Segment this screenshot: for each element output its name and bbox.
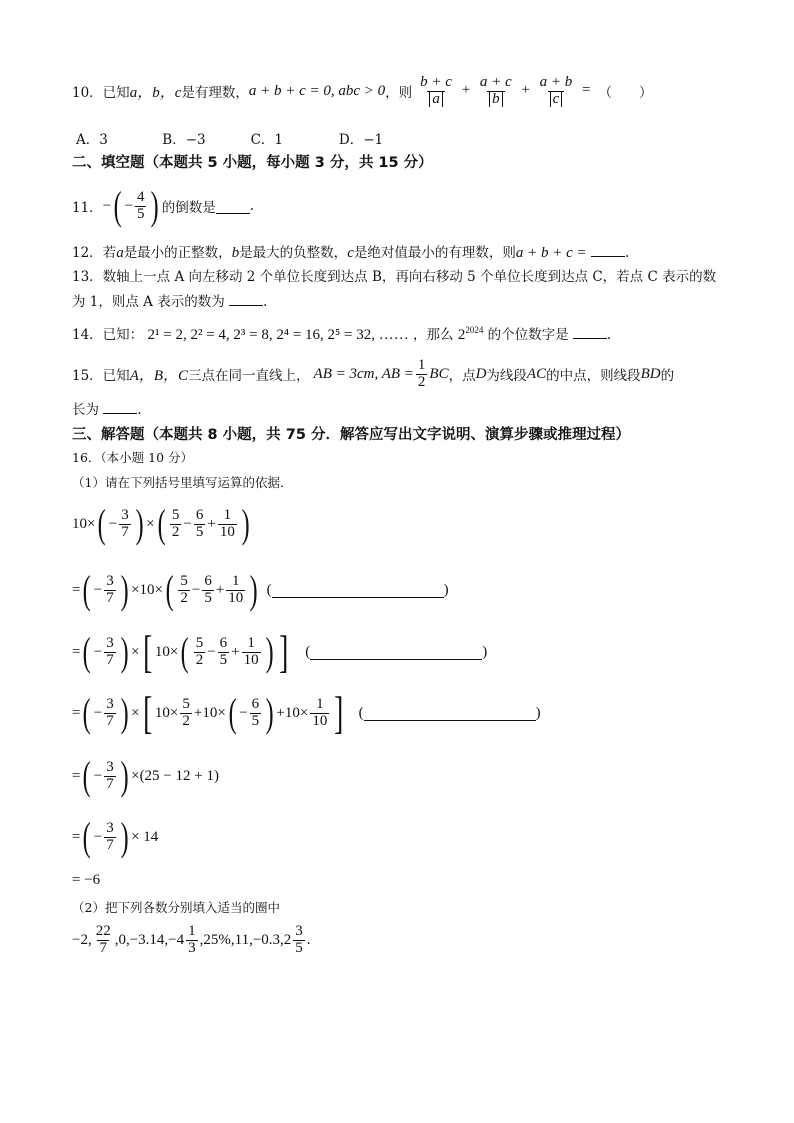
q15-end: . xyxy=(137,402,142,418)
q10-line xyxy=(72,66,653,116)
q12-end: . xyxy=(624,245,630,261)
q10-option-d[interactable]: D．−1 xyxy=(338,132,384,148)
q11-tail: 的倒数是 xyxy=(161,200,216,216)
q14-end: . xyxy=(606,327,612,343)
q14-num: 14．已知： xyxy=(72,327,144,343)
section2-title: 二、填空题（本题共 5 小题，每小题 3 分，共 15 分） xyxy=(72,155,433,171)
q16-step4: = ( − $\frac{3}{7}$ ) × (25 − 12 + 1) xyxy=(72,753,219,798)
q16-step2: = ( − $\frac{3}{7}$ ) × [ 10× ( $\frac{5}{2}$ − $\frac{6}{5}$ + $\frac{1}{10}$ ) ] ( ) xyxy=(72,626,488,677)
q16-number-list: −2, $\frac{22}{7}$ ,0,−3.14,−4 $\frac{1}{3}$ ,25%,11,−0.3,2 $\frac{3}{5}$ . xyxy=(72,922,311,956)
q16-reason-blank-2[interactable] xyxy=(310,645,482,660)
q15-line2: 长为 xyxy=(72,402,99,418)
q13-answer-blank[interactable] xyxy=(229,291,263,306)
q16-step1: = ( − $\frac{3}{7}$ ) ×10× ( $\frac{5}{2}$ − $\frac{6}{5}$ + $\frac{1}{10}$ ) ( ) xyxy=(72,567,449,612)
q16-head: 16．（本小题 10 分） xyxy=(72,450,194,465)
q10-text2: ，则 xyxy=(385,85,413,101)
q15-text1: 三点在同一直线上， xyxy=(188,368,310,384)
q15-line2-wrap xyxy=(72,398,142,418)
q15-text2: ，点 xyxy=(448,368,476,384)
q16-reason-blank-3[interactable] xyxy=(364,706,536,721)
q16-step5-tail: × 14 xyxy=(131,828,159,845)
q10-text1: 是有理数， xyxy=(181,85,249,101)
q15-text5: 的 xyxy=(660,368,675,384)
q15-points: A，B，C xyxy=(129,367,189,384)
q14-tail: 的个位数字是 xyxy=(487,327,569,343)
q16-step3: = ( − $\frac{3}{7}$ ) × [ 10× $\frac{5}{2}$ +10× ( − $\frac{6}{5}$ ) +10× $\frac{1}{10}$ ] ( ) xyxy=(72,687,541,738)
q10-options xyxy=(76,128,383,148)
q15-text4: 的中点，则线段 xyxy=(546,368,641,384)
q16-step0: 10× ( − $\frac{3}{7}$ ) × ( $\frac{5}{2}$ − $\frac{6}{5}$ + $\frac{1}{10}$ ) xyxy=(72,501,250,546)
q14-mid: ，那么 xyxy=(413,327,454,343)
q16-part1: （1）请在下列括号里填写运算的依据． xyxy=(72,475,293,490)
q11-expression: − ( − $\frac{4}{5}$ ) xyxy=(102,183,160,228)
q15-half: $\frac{1}{2}$ xyxy=(417,356,426,390)
q11-num: 11． xyxy=(72,200,103,216)
q12-var-b: b xyxy=(231,245,240,261)
q12-expr: a + b + c = xyxy=(515,245,587,261)
q16-step6: = −6 xyxy=(72,872,101,888)
q10-cond: a + b + c = 0, abc > 0 xyxy=(248,82,386,99)
q14-power: $2^{2024}$ xyxy=(457,325,484,343)
q11-answer-blank[interactable] xyxy=(216,199,250,214)
q10-prefix: 10．已知 xyxy=(72,85,130,101)
q10-option-a[interactable]: A．3 xyxy=(76,132,108,148)
q12-text3: 是绝对值最小的有理数，则 xyxy=(353,245,516,261)
q15-line1 xyxy=(72,352,674,396)
q12-num: 12．若 xyxy=(72,245,117,261)
q13-line2-wrap xyxy=(72,290,267,310)
q15-d: D xyxy=(475,365,487,382)
q16-step5: = ( − $\frac{3}{7}$ ) × 14 xyxy=(72,814,159,859)
q12-var-c: c xyxy=(347,245,354,261)
q15-bd: BD xyxy=(640,365,661,382)
q13-end: . xyxy=(263,294,268,310)
q11-line xyxy=(72,184,254,228)
q12-text1: 是最小的正整数， xyxy=(123,245,232,261)
q16-part2: （2）把下列各数分别填入适当的圈中 xyxy=(72,900,280,915)
q15-num: 15．已知 xyxy=(72,368,130,384)
q16-step4-tail: (25 − 12 + 1) xyxy=(139,767,219,784)
q10-option-c[interactable]: C．1 xyxy=(250,132,284,148)
q10-answer-blank[interactable]: （ ） xyxy=(598,85,653,101)
q12-text2: 是最大的负整数， xyxy=(239,245,348,261)
q11-end: . xyxy=(249,198,255,214)
q15-cond: AB = 3cm, AB = xyxy=(313,365,414,382)
q12-line xyxy=(72,241,629,262)
q13-line2: 为 1，则点 A 表示的数为 xyxy=(72,294,225,310)
q14-exponent: 2024 xyxy=(465,325,484,335)
q14-seq: 2¹ = 2, 2² = 4, 2³ = 8, 2⁴ = 16, 2⁵ = 32, …… xyxy=(147,327,409,343)
q10-expression: $\frac{b + c}{a}$ + $\frac{a + c}{b}$ + $\frac{a + b}{c}$ = xyxy=(420,73,591,107)
q15-ac: AC xyxy=(526,365,547,382)
q12-var-a: a xyxy=(116,245,124,261)
q12-answer-blank[interactable] xyxy=(591,242,625,257)
q15-bc: BC xyxy=(429,365,449,382)
q16-reason-blank-1[interactable] xyxy=(272,583,444,598)
section3-title: 三、解答题（本题共 8 小题，共 75 分．解答应写出文字说明、演算步骤或推理过程） xyxy=(72,427,630,443)
q14-line xyxy=(72,323,611,344)
q15-answer-blank[interactable] xyxy=(103,399,137,414)
q10-vars: a，b，c xyxy=(129,84,182,101)
q10-option-b[interactable]: B．−3 xyxy=(162,132,206,148)
q13-line1: 13．数轴上一点 A 向左移动 2 个单位长度到达点 B，再向右移动 5 个单位长度到达点 C，若点 C 表示的数 xyxy=(72,269,717,285)
q14-answer-blank[interactable] xyxy=(573,324,607,339)
q15-text3: 为线段 xyxy=(486,368,527,384)
